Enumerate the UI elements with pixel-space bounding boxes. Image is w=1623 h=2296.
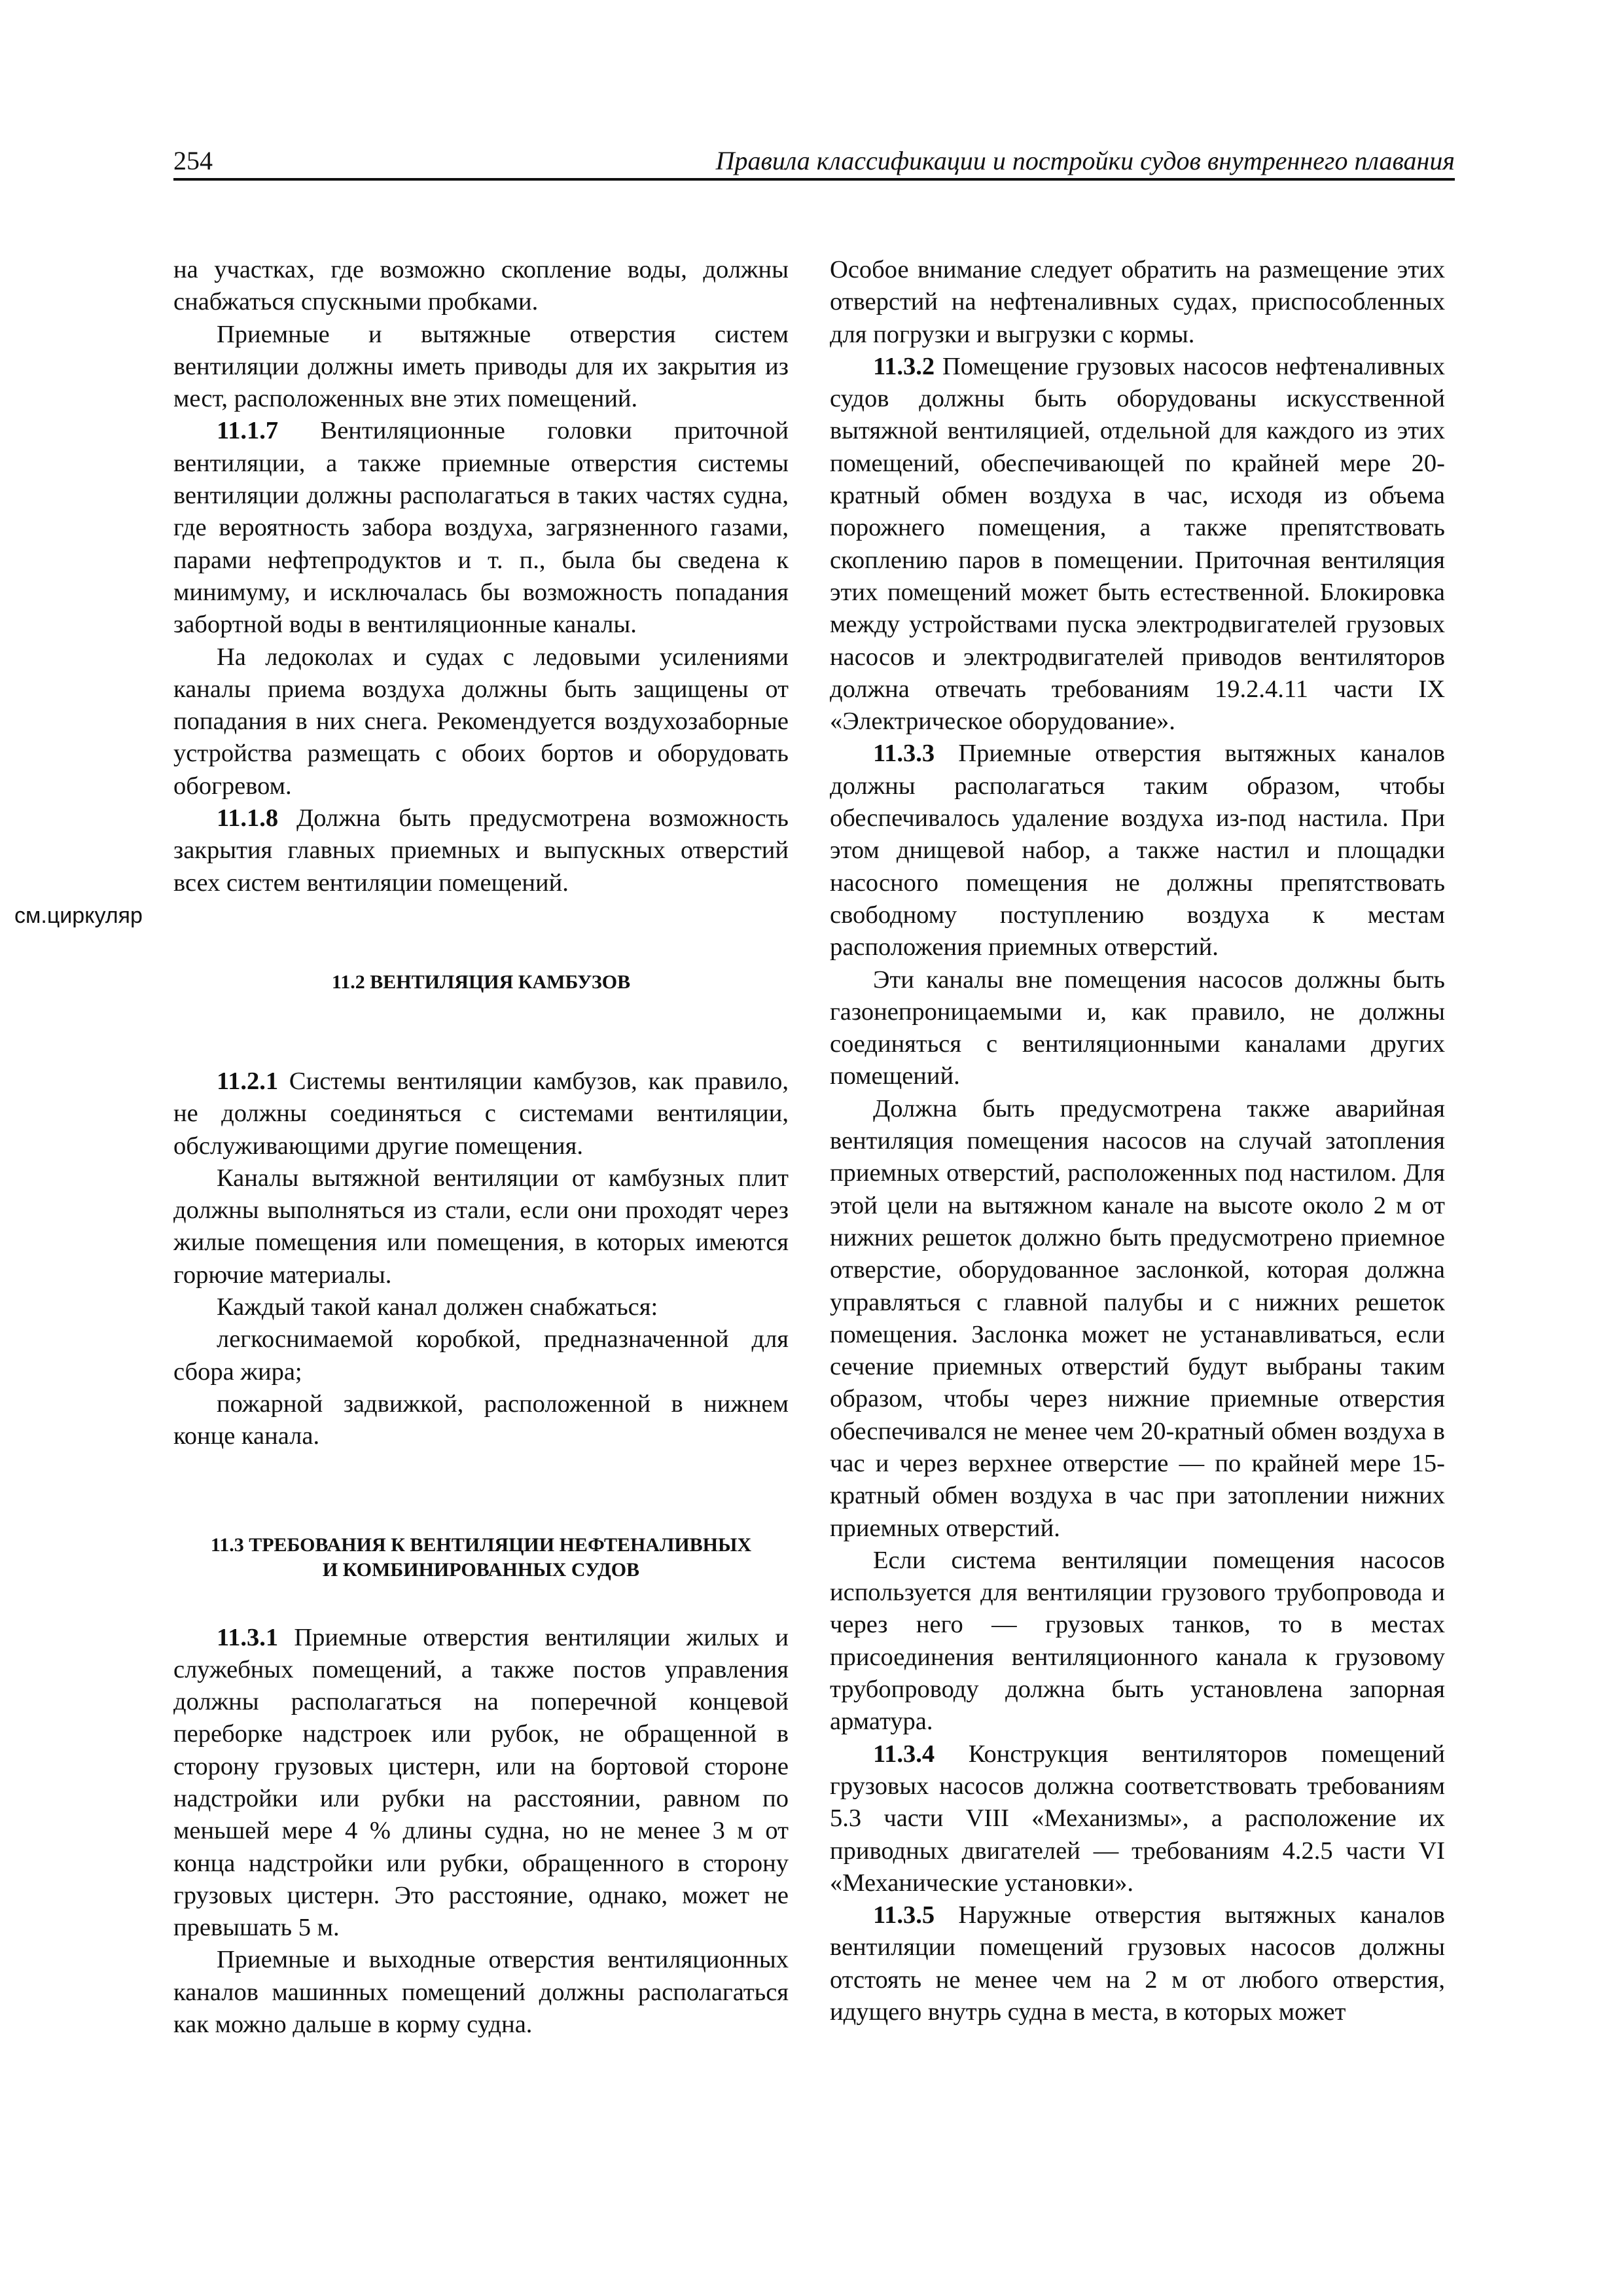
paragraph-11-1-7 xyxy=(173,415,789,641)
paragraph: Если система вентиляции помещения насосов используется для вентиляции грузового трубопровода и через него — грузовых танков, то в местах присоединения вентиляционного канала к грузовому трубопроводу должна быть установлена запорная арматура. xyxy=(830,1546,1445,1736)
clause-number: 11.3.5 xyxy=(873,1901,935,1929)
section-heading-11-2: 11.2 ВЕНТИЛЯЦИЯ КАМБУЗОВ xyxy=(331,971,631,993)
paragraph: Приемные и выходные отверстия вентиляционных каналов машинных помещений должны располагаться как можно дальше в корму судна. xyxy=(173,1946,789,2039)
clause-number: 11.1.7 xyxy=(217,417,279,445)
page-number: 254 xyxy=(173,146,213,175)
section-heading-11-3 xyxy=(173,1533,789,1583)
paragraph: Эти каналы вне помещения насосов должны быть газонепроницаемыми и, как правило, не должны соединяться с вентиляционными каналами других помещений. xyxy=(830,965,1445,1090)
right-column xyxy=(830,254,1445,2028)
clause-text: Наружные отверстия вытяжных каналов вентиляции помещений грузовых насосов должны отстоять не менее чем на 2 м от любого отверстия, идущего внутрь судна в места, в которых может xyxy=(830,1901,1445,2026)
paragraph-11-3-4 xyxy=(830,1738,1445,1899)
paragraph-11-3-2 xyxy=(830,351,1445,738)
clause-text: Приемные отверстия вытяжных каналов должны располагаться таким образом, чтобы обеспечивалось удаление воздуха из-под настила. При этом днищевой набор, а также настил и площадки насосного помещения не должны препятствовать свободному поступлению воздуха к местам расположения приемных отверстий. xyxy=(830,740,1445,961)
paragraph: Особое внимание следует обратить на размещение этих отверстий на нефтеналивных судах, приспособленных для погрузки и выгрузки с кормы. xyxy=(830,256,1445,348)
paragraph: на участках, где возможно скопление воды, должны снабжаться спускными пробками. xyxy=(173,256,789,316)
page-header xyxy=(173,143,1455,181)
paragraph: Каждый такой канал должен снабжаться: xyxy=(217,1293,658,1321)
paragraph-11-1-8 xyxy=(173,802,789,899)
clause-text: Должна быть предусмотрена возможность закрытия главных приемных и выпускных отверстий всех систем вентиляции помещений. xyxy=(173,804,789,897)
paragraph: На ледоколах и судах с ледовыми усилениями каналы приема воздуха должны быть защищены от попадания в них снега. Рекомендуется воздухозаборные устройства размещать с обоих бортов и оборудовать обогревом. xyxy=(173,643,789,800)
clause-text: Системы вентиляции камбузов, как правило, не должны соединяться с системами вентиляции, обслуживающими другие помещения. xyxy=(173,1067,789,1160)
clause-text: Вентиляционные головки приточной вентиляции, а также приемные отверстия системы вентиляции должны располагаться в таких частях судна, где вероятность забора воздуха, загрязненного газами, парами нефтепродуктов и т. п., была бы сведена к минимуму, и исключалась бы возможность попадания забортной воды в вентиляционные каналы. xyxy=(173,417,789,639)
left-column xyxy=(173,254,789,2041)
paragraph-11-3-1 xyxy=(173,1622,789,1945)
clause-number: 11.1.8 xyxy=(217,804,279,833)
list-item: пожарной задвижкой, расположенной в нижнем конце канала. xyxy=(173,1390,789,1450)
margin-note: см.циркуляр xyxy=(14,903,143,928)
running-title: Правила классификации и постройки судов внутреннего плавания xyxy=(715,146,1455,175)
paragraph-11-3-3 xyxy=(830,738,1445,963)
paragraph-11-2-1 xyxy=(173,1066,789,1162)
list-item: легкоснимаемой коробкой, предназначенной для сбора жира; xyxy=(173,1325,789,1386)
clause-text: Помещение грузовых насосов нефтеналивных судов должны быть оборудованы искусственной вытяжной вентиляцией, отдельной для каждого из этих помещений, обеспечивающей по крайней мере 20-кратный обмен воздуха в час, исходя из объема порожнего помещения, а также препятствовать скоплению паров в помещении. Приточная вентиляция этих помещений может быть естественной. Блокировка между устройствами пуска электродвигателей грузовых насосов и электродвигателей приводов вентиляторов должна отвечать требованиям 19.2.4.11 части IX «Электрическое оборудование». xyxy=(830,352,1445,736)
clause-number: 11.3.1 xyxy=(217,1623,279,1651)
paragraph: Должна быть предусмотрена также аварийная вентиляция помещения насосов на случай затопления приемных отверстий, расположенных под настилом. Для этой цели на вытяжном канале на высоте около 2 м от нижних решеток должно быть предусмотрено приемное отверстие, оборудованное заслонкой, которая должна управляться с главной палубы и с нижних решеток помещения. Заслонка может не устанавливаться, если сечение приемных отверстий будут выбраны таким образом, чтобы через нижние приемные отверстия обеспечивался не менее чем 20-кратный обмен воздуха в час и через верхнее отверстие — по крайней мере 15-кратный обмен воздуха в час при затоплении нижних приемных отверстий. xyxy=(830,1094,1445,1542)
clause-text: Конструкция вентиляторов помещений грузовых насосов должна соответствовать требованиям 5.3 части VIII «Механизмы», а расположение их приводных двигателей — требованиям 4.2.5 части VI «Механические установки». xyxy=(830,1740,1445,1897)
paragraph-11-3-5 xyxy=(830,1899,1445,2028)
heading-line: И КОМБИНИРОВАННЫХ СУДОВ xyxy=(322,1558,640,1581)
clause-number: 11.3.4 xyxy=(873,1740,935,1768)
heading-line: 11.3 ТРЕБОВАНИЯ К ВЕНТИЛЯЦИИ НЕФТЕНАЛИВНЫХ xyxy=(210,1534,752,1556)
clause-number: 11.2.1 xyxy=(217,1067,279,1095)
paragraph: Каналы вытяжной вентиляции от камбузных плит должны выполняться из стали, если они проходят через жилые помещения или помещения, в которых имеются горючие материалы. xyxy=(173,1164,789,1289)
clause-number: 11.3.3 xyxy=(873,740,935,768)
header-rule xyxy=(173,178,1455,181)
clause-text: Приемные отверстия вентиляции жилых и служебных помещений, а также постов управления должны располагаться на поперечной концевой переборке надстроек или рубок, не обращенной в сторону грузовых цистерн, или на бортовой стороне надстройки или рубки на расстоянии, равном по меньшей мере 4 % длины судна, но не менее 3 м от конца надстройки или рубки, обращенного в сторону грузовых цистерн. Это расстояние, однако, может не превышать 5 м. xyxy=(173,1623,789,1942)
paragraph: Приемные и вытяжные отверстия систем вентиляции должны иметь приводы для их закрытия из мест, расположенных вне этих помещений. xyxy=(173,320,789,413)
clause-number: 11.3.2 xyxy=(873,352,935,380)
